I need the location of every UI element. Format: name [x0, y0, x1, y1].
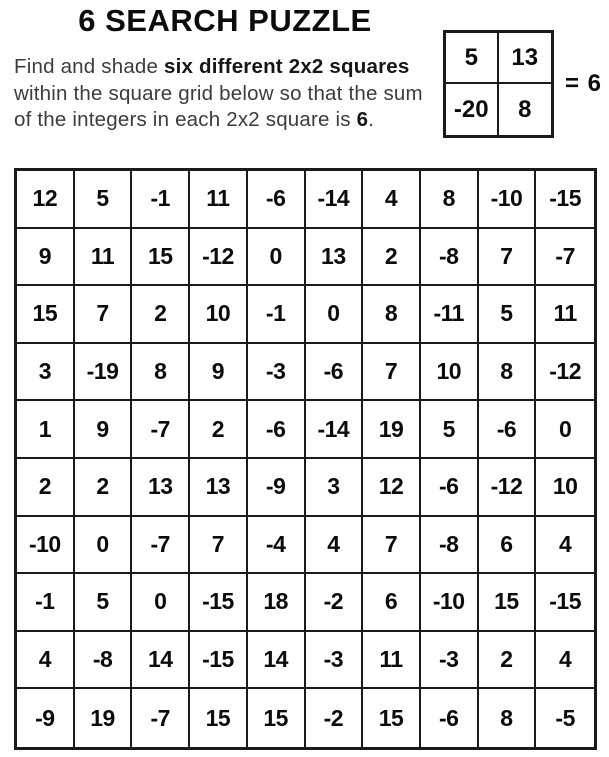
grid-cell[interactable]: 0: [306, 286, 364, 344]
grid-cell[interactable]: 4: [363, 171, 421, 229]
example-result-label: = 6: [565, 70, 603, 97]
grid-cell[interactable]: 11: [536, 286, 594, 344]
header: [0, 0, 609, 138]
grid-cell[interactable]: 14: [248, 632, 306, 690]
grid-cell[interactable]: 4: [17, 632, 75, 690]
grid-cell[interactable]: 8: [363, 286, 421, 344]
grid-cell[interactable]: -2: [306, 689, 364, 747]
grid-cell[interactable]: 15: [132, 229, 190, 287]
grid-cell[interactable]: -4: [248, 517, 306, 575]
grid-cell[interactable]: -8: [75, 632, 133, 690]
grid-cell[interactable]: 10: [536, 459, 594, 517]
header-left: [0, 0, 436, 134]
grid-cell[interactable]: -1: [248, 286, 306, 344]
grid-cell[interactable]: -2: [306, 574, 364, 632]
grid-cell[interactable]: 5: [421, 401, 479, 459]
instructions-part3: .: [368, 108, 375, 132]
grid-cell[interactable]: 0: [132, 574, 190, 632]
grid-cell[interactable]: 12: [17, 171, 75, 229]
grid-cell[interactable]: 18: [248, 574, 306, 632]
grid-cell[interactable]: 4: [306, 517, 364, 575]
grid-cell[interactable]: -15: [190, 574, 248, 632]
grid-cell[interactable]: 2: [190, 401, 248, 459]
grid-cell[interactable]: 8: [479, 344, 537, 402]
example-cell: 13: [499, 33, 552, 84]
grid-cell[interactable]: -15: [536, 574, 594, 632]
grid-cell[interactable]: -12: [190, 229, 248, 287]
grid-cell[interactable]: 15: [190, 689, 248, 747]
grid-cell[interactable]: 15: [248, 689, 306, 747]
grid-cell[interactable]: 10: [190, 286, 248, 344]
grid-cell[interactable]: 11: [190, 171, 248, 229]
example-section: [443, 30, 602, 138]
grid-cell[interactable]: -3: [306, 632, 364, 690]
grid-cell[interactable]: 8: [479, 689, 537, 747]
grid-cell[interactable]: 9: [75, 401, 133, 459]
grid-cell[interactable]: 6: [479, 517, 537, 575]
instructions-part2: within the square grid below so that the sum of the integers in each 2x2 square is: [14, 81, 423, 132]
grid-cell[interactable]: 10: [421, 344, 479, 402]
grid-cell[interactable]: 5: [75, 574, 133, 632]
grid-cell[interactable]: 1: [17, 401, 75, 459]
grid-cell[interactable]: -6: [306, 344, 364, 402]
example-cell: -20: [446, 84, 499, 135]
grid-cell[interactable]: -6: [421, 689, 479, 747]
example-cell: 5: [446, 33, 499, 84]
grid-cell[interactable]: 12: [363, 459, 421, 517]
grid-cell[interactable]: 11: [75, 229, 133, 287]
grid-cell[interactable]: -15: [190, 632, 248, 690]
page-title: 6 SEARCH PUZZLE: [78, 3, 372, 38]
example-cell: 8: [518, 95, 532, 123]
puzzle-grid: [14, 168, 597, 750]
grid-cell[interactable]: 13: [306, 229, 364, 287]
grid-cell[interactable]: 2: [132, 286, 190, 344]
instructions-text: [14, 54, 436, 134]
grid-cell[interactable]: 5: [479, 286, 537, 344]
grid-cell[interactable]: 3: [17, 344, 75, 402]
grid-cell[interactable]: 7: [75, 286, 133, 344]
grid-cell[interactable]: -14: [306, 401, 364, 459]
grid-cell[interactable]: 15: [363, 689, 421, 747]
instructions-target-sum: 6: [356, 108, 369, 132]
grid-cell[interactable]: 3: [306, 459, 364, 517]
grid-cell[interactable]: -7: [132, 689, 190, 747]
grid-cell[interactable]: -8: [421, 517, 479, 575]
grid-cell[interactable]: -6: [248, 401, 306, 459]
grid-cell[interactable]: 9: [190, 344, 248, 402]
grid-cell[interactable]: -6: [421, 459, 479, 517]
grid-cell[interactable]: -5: [555, 704, 575, 731]
grid-cell[interactable]: 13: [132, 459, 190, 517]
grid-cell[interactable]: 7: [479, 229, 537, 287]
grid-cell[interactable]: -7: [132, 517, 190, 575]
grid-cell[interactable]: -10: [479, 171, 537, 229]
grid-cell[interactable]: -1: [132, 171, 190, 229]
grid-cell[interactable]: 15: [479, 574, 537, 632]
grid-cell[interactable]: -10: [17, 517, 75, 575]
grid-cell[interactable]: -1: [17, 574, 75, 632]
grid-cell[interactable]: 19: [363, 401, 421, 459]
grid-cell[interactable]: 14: [132, 632, 190, 690]
grid-cell[interactable]: 6: [363, 574, 421, 632]
grid-cell[interactable]: 8: [421, 171, 479, 229]
grid-cell[interactable]: 11: [363, 632, 421, 690]
grid-cell[interactable]: 7: [363, 517, 421, 575]
grid-cell[interactable]: -9: [248, 459, 306, 517]
grid-cell[interactable]: 7: [363, 344, 421, 402]
grid-cell[interactable]: -11: [421, 286, 479, 344]
grid-cell[interactable]: 8: [132, 344, 190, 402]
grid-cell[interactable]: -10: [421, 574, 479, 632]
grid-cell[interactable]: -14: [306, 171, 364, 229]
grid-cell[interactable]: 0: [75, 517, 133, 575]
grid-cell[interactable]: -19: [75, 344, 133, 402]
grid-cell[interactable]: 15: [17, 286, 75, 344]
grid-cell[interactable]: 9: [17, 229, 75, 287]
grid-cell[interactable]: 4: [536, 632, 594, 690]
grid-cell[interactable]: 4: [536, 517, 594, 575]
grid-cell[interactable]: -8: [421, 229, 479, 287]
grid-cell[interactable]: -7: [132, 401, 190, 459]
grid-cell[interactable]: -12: [536, 344, 594, 402]
grid-cell[interactable]: 2: [479, 632, 537, 690]
example-grid: [443, 30, 554, 138]
grid-cell[interactable]: 2: [75, 459, 133, 517]
grid-cell[interactable]: 5: [75, 171, 133, 229]
grid-cell[interactable]: -7: [536, 229, 594, 287]
grid-cell[interactable]: -6: [248, 171, 306, 229]
grid-cell[interactable]: -9: [17, 689, 75, 747]
grid-cell[interactable]: -6: [479, 401, 537, 459]
grid-cell[interactable]: 2: [363, 229, 421, 287]
instructions-part1: Find and shade: [14, 55, 165, 78]
grid-cell[interactable]: 2: [17, 459, 75, 517]
grid-cell[interactable]: 19: [75, 689, 133, 747]
grid-cell[interactable]: 0: [536, 401, 594, 459]
grid-cell[interactable]: -15: [536, 171, 594, 229]
grid-cell[interactable]: -12: [479, 459, 537, 517]
grid-cell[interactable]: -3: [248, 344, 306, 402]
grid-cell[interactable]: 0: [248, 229, 306, 287]
grid-cell[interactable]: 7: [190, 517, 248, 575]
grid-cell[interactable]: 13: [190, 459, 248, 517]
grid-cell[interactable]: -3: [421, 632, 479, 690]
instructions-bold-phrase: six different 2x2 squares: [164, 55, 410, 78]
